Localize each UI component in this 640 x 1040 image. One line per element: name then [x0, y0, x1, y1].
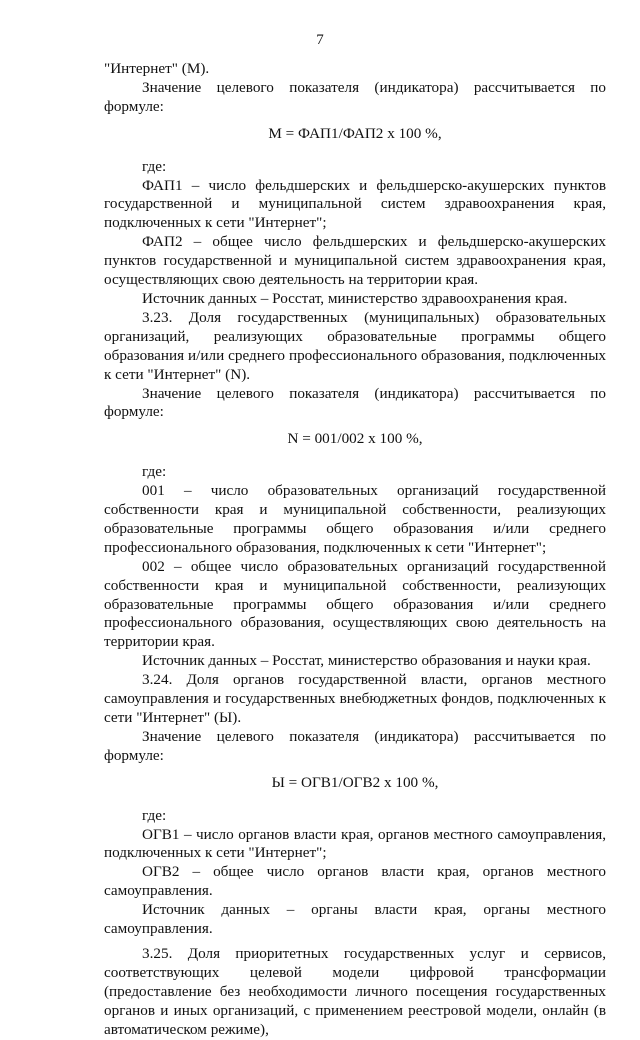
paragraph: ФАП1 – число фельдшерских и фельдшерско-акушерских пунктов государственной и муниципальной систем здравоохранения края, подключенных к сети "Интернет"; — [104, 176, 606, 232]
paragraph: "Интернет" (М). — [104, 60, 210, 77]
paragraph: где: — [142, 806, 167, 824]
paragraph: 001 – число образовательных организаций государственной собственности края и муниципальной собственности, реализующих образовательные программы общего образования и/или среднего профессионального образования, подключенных к сети "Интернет"; — [104, 482, 606, 556]
paragraph: где: — [142, 157, 167, 175]
paragraph: ОГВ1 – число органов власти края, органов местного самоуправления, подключенных к сети "Интернет"; — [104, 825, 606, 862]
formula-m: М = ФАП1/ФАП2 х 100 %, — [268, 124, 442, 142]
paragraph: Значение целевого показателя (индикатора) рассчитывается по формуле: — [104, 727, 606, 764]
paragraph: ФАП2 – общее число фельдшерских и фельдшерско-акушерских пунктов государственной и муниципальной систем здравоохранения края, осуществляющих свою деятельность на территории края. — [104, 233, 606, 289]
formula-y: Ы = ОГВ1/ОГВ2 х 100 %, — [271, 773, 439, 791]
page-number: 7 — [316, 32, 324, 48]
paragraph: Источник данных – Росстат, министерство образования и науки края. — [142, 652, 591, 670]
section-heading-3-24: 3.24. Доля органов государственной власти, органов местного самоуправления и государственных внебюджетных фондов, подключенных к сети "Интернет" (Ы). — [104, 671, 606, 726]
paragraph: 002 – общее число образовательных организаций государственной собственности края и муниципальной собственности, реализующих образовательные программы общего образования и/или среднего профессионального образования, осуществляющих свою деятельность на территории края. — [104, 557, 606, 651]
paragraph: Источник данных – Росстат, министерство здравоохранения края. — [142, 289, 568, 307]
paragraph: где: — [142, 463, 167, 481]
section-heading-3-25: 3.25. Доля приоритетных государственных услуг и сервисов, соответствующих целевой модели цифровой трансформации (предоставление без необходимости личного посещения государственных органов и иных организаций, с применением реестровой модели, онлайн (в автоматическом режиме), — [104, 944, 606, 1038]
paragraph: Источник данных – органы власти края, органы местного самоуправления. — [104, 901, 606, 938]
document-body — [104, 60, 606, 1040]
paragraph: Значение целевого показателя (индикатора) рассчитывается по формуле: — [104, 78, 606, 115]
section-heading-3-23: 3.23. Доля государственных (муниципальных) образовательных организаций, реализующих образовательные программы общего образования и/или среднего профессионального образования, подключенных к сети "Интернет" (N). — [104, 308, 606, 383]
paragraph: ОГВ2 – общее число органов власти края, органов местного самоуправления. — [104, 863, 606, 900]
paragraph: Значение целевого показателя (индикатора) рассчитывается по формуле: — [104, 384, 606, 421]
formula-n: N = 001/002 х 100 %, — [287, 430, 423, 448]
